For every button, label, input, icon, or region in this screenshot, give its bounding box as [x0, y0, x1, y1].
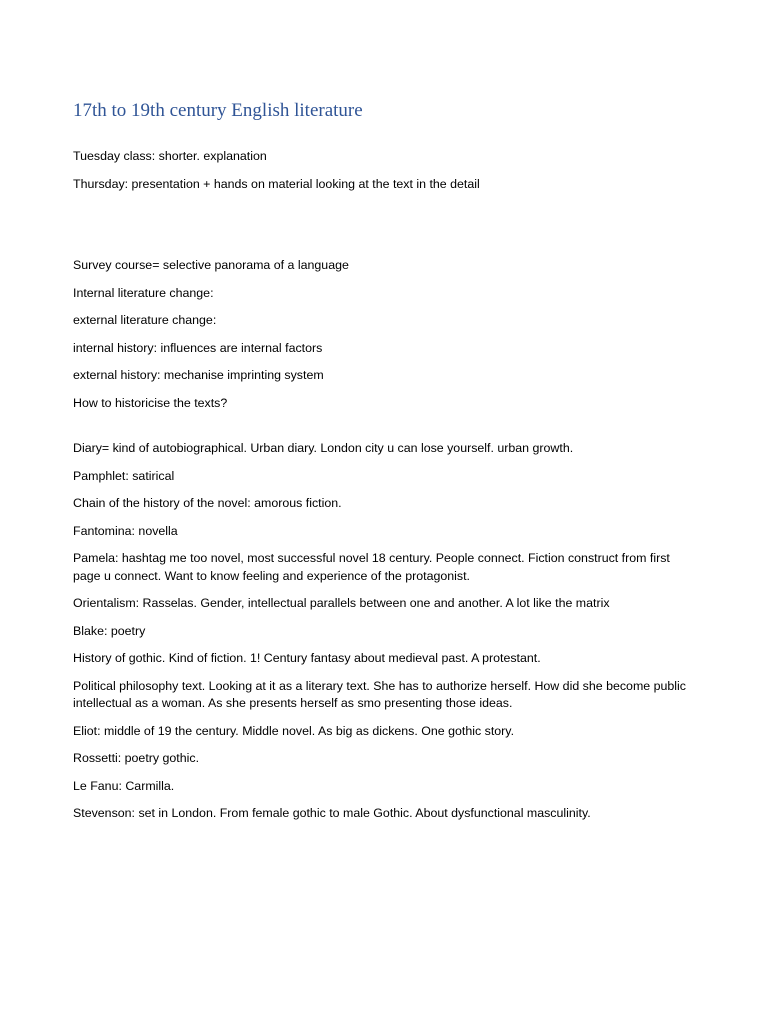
note-line: Blake: poetry: [73, 623, 146, 638]
course-line: Internal literature change:: [73, 285, 214, 300]
note-line: Rossetti: poetry gothic.: [73, 751, 200, 765]
note-line: Pamela: hashtag me too novel, most successful novel 18 century. People connect. Fiction construct from first page u connect. Want to know feeling and experience of the protagonist.: [73, 551, 670, 583]
course-line: external literature change:: [73, 313, 217, 327]
spacer: [73, 203, 688, 257]
note-line: History of gothic. Kind of fiction. 1! Century fantasy about medieval past. A protestant.: [73, 651, 541, 665]
note-line: Pamphlet: satirical: [73, 468, 175, 483]
course-line: external history: mechanise imprinting system: [73, 368, 324, 382]
schedule-line-tuesday: Tuesday class: shorter. explanation: [73, 149, 267, 163]
note-line: Stevenson: set in London. From female gothic to male Gothic. About dysfunctional masculinity.: [73, 806, 591, 820]
note-line: Fantomina: novella: [73, 523, 178, 538]
schedule-line-thursday: Thursday: presentation + hands on material looking at the text in the detail: [73, 176, 480, 191]
document-body: [73, 99, 688, 833]
course-line: internal history: influences are internal factors: [73, 340, 323, 355]
note-line: Diary= kind of autobiographical. Urban diary. London city u can lose yourself. urban growth.: [73, 441, 574, 455]
note-line: Political philosophy text. Looking at it as a literary text. She has to authorize herself. How did she become public intellectual as a woman. As she presents herself as smo presenting those ideas.: [73, 678, 686, 710]
spacer: [73, 422, 688, 440]
note-line: Chain of the history of the novel: amorous fiction.: [73, 496, 342, 510]
note-line: Le Fanu: Carmilla.: [73, 778, 175, 793]
course-line: Survey course= selective panorama of a language: [73, 258, 349, 272]
document-title: 17th to 19th century English literature: [73, 100, 363, 121]
course-line: How to historicise the texts?: [73, 395, 228, 410]
note-line: Orientalism: Rasselas. Gender, intellectual parallels between one and another. A lot like the matrix: [73, 596, 610, 610]
note-line: Eliot: middle of 19 the century. Middle novel. As big as dickens. One gothic story.: [73, 723, 515, 738]
